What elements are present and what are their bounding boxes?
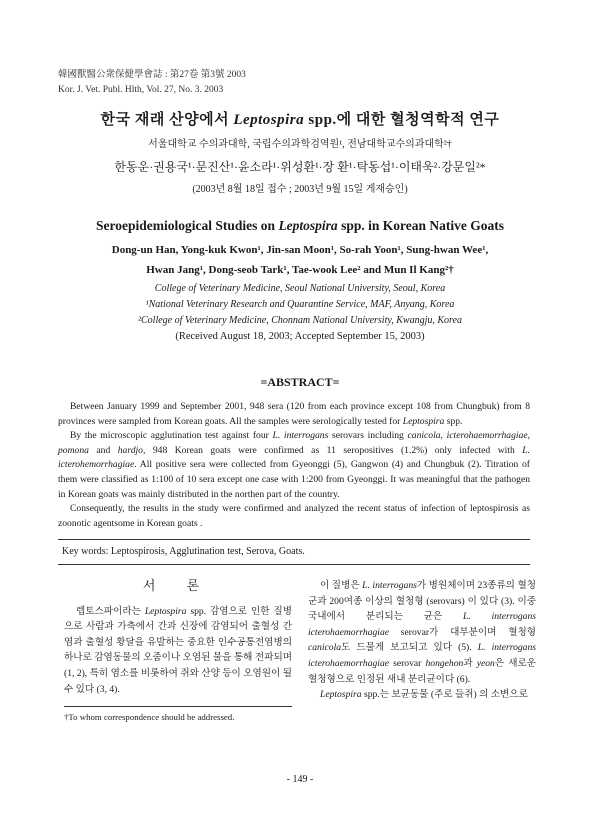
body-serovar: canicola [308, 642, 342, 654]
abstract-paragraph-2 [58, 429, 530, 502]
english-title [40, 218, 560, 234]
journal-header [58, 68, 246, 98]
intro-paragraph-2 [308, 578, 536, 687]
keywords [62, 546, 305, 557]
body-serovar: yeon [476, 657, 495, 669]
body-text: 가 병원체이며 23종류의 혈청군과 200여종 이상의 혈청형 (serovars) 이 있다 (3). 이중 국내에서 분리되는 균은 [308, 580, 537, 623]
abstract-heading: =ABSTRACT= [260, 375, 340, 389]
body-text: 도 드물게 보고되고 있다 (5). [341, 642, 478, 654]
keywords-top-rule [58, 539, 530, 540]
keywords-label: Key words: [62, 546, 109, 557]
body-text: serovar가 대부분이며 혈청형 [389, 626, 536, 638]
abstract-paragraph-1 [58, 400, 530, 429]
abstract-serovars: canicola, icterohaemorrhagiae, pomona [58, 430, 531, 456]
english-affiliations [40, 281, 560, 329]
body-text: 렙토스파이라는 [76, 605, 145, 617]
abstract-genus: Leptospira [402, 415, 445, 427]
english-authors [40, 240, 560, 280]
abstract-serovar: hardjo [117, 444, 143, 456]
body-right-column [308, 578, 536, 703]
intro-paragraph-1 [64, 604, 292, 698]
english-authors-line2: Hwan Jang¹, Dong-seob Tark¹, Tae-wook Lee² and Mun Il Kang²† [146, 264, 454, 276]
footnote-rule [64, 706, 292, 707]
page-number: - 149 - [286, 774, 314, 785]
korean-title-genus: Leptospira [233, 112, 305, 128]
affiliation-seoul: College of Veterinary Medicine, Seoul National University, Seoul, Korea [154, 283, 446, 294]
body-species: L. interrogans icterohaemorrhagiae [308, 611, 536, 638]
abstract-text: and [88, 444, 118, 456]
body-text: serovar [389, 657, 426, 669]
journal-header-english: Kor. J. Vet. Publ. Hlth, Vol. 27, No. 3. 2003 [58, 85, 224, 95]
korean-affiliations: 서울대학교 수의과대학, 국립수의과학검역원¹, 전남대학교수의과대학²† [148, 139, 452, 150]
english-title-part: spp. in Korean Native Goats [337, 218, 504, 233]
section-title-introduction: 서 론 [142, 578, 214, 593]
body-text: spp. 감염으로 인한 질병으로 사람과 가축에서 간과 신장에 감염되어 출혈성 간염과 출혈성 황달을 유발하는 중요한 인수공통전염병의 하나로 감염동물의 오줌이나 오염된 물을 통해 전파되며 (1, 2), 특히 염소를 비롯하여 쥐와 산양 등이 오염원이 될 수 있다 (3, 4). [64, 605, 292, 695]
intro-paragraph-3 [308, 687, 536, 703]
body-text: 과 [463, 657, 477, 669]
keywords-text: Leptospirosis, Agglutination test, Serova, Goats. [108, 546, 305, 557]
body-genus: Leptospira [144, 605, 187, 617]
english-title-genus: Leptospira [278, 218, 338, 233]
abstract-species: L. interrogans [272, 430, 329, 442]
body-serovar: hongehon [425, 657, 464, 669]
body-text: 은 새로운 혈청형으로 인정된 새내 분리균이다 (6). [308, 657, 537, 685]
english-dates: (Received August 18, 2003; Accepted September 15, 2003) [175, 331, 425, 342]
english-authors-line1: Dong-un Han, Yong-kuk Kwon¹, Jin-san Moon¹, So-rah Yoon¹, Sung-hwan Wee¹, [111, 244, 489, 256]
abstract-species: L. icterohemorrhagiae [58, 444, 530, 471]
abstract-text: serovars including [328, 430, 408, 442]
body-left-column [64, 578, 292, 697]
korean-title-part: 한국 재래 산양에서 [100, 112, 234, 128]
abstract-text: Between January 1999 and September 2001, 948 sera (120 from each province except 108 from Chungbuk) from 8 provinces were sampled from Korean goats. All the samples were serologically tested for [58, 401, 530, 427]
body-species: L. interrogans [362, 580, 417, 591]
korean-title-part: spp.에 대한 혈청역학적 연구 [304, 112, 500, 128]
abstract-text: . All positive sera were collected from Gyeonggi (5), Gangwon (4) and Chungbuk (2). Titration of them were classified as 1:100 of 10 sera except one case with 1:200 from Gyeonggi. It was meaningful that the pathogen in Korean goats was mainly distributed in the northen part of the country. [58, 459, 530, 500]
affiliation-chonnam: ²College of Veterinary Medicine, Chonnam National University, Kwangju, Korea [138, 315, 462, 326]
abstract-body [58, 400, 530, 531]
korean-dates: (2003년 8월 18일 접수 ; 2003년 9월 15일 게재승인) [192, 184, 408, 195]
keywords-bottom-rule [58, 564, 530, 565]
abstract-paragraph-3: Consequently, the results in the study were confirmed and analyzed the recent status of infection of leptospirosis as zoonotic agentsome in Korean goats . [58, 503, 530, 529]
affiliation-nvrqs: ¹National Veterinary Research and Quarantine Service, MAF, Anyang, Korea [145, 299, 455, 310]
abstract-text: , 948 Korean goats were confirmed as 11 seropositives (1.2%) only infected with [142, 444, 523, 456]
body-genus: Leptospira [320, 689, 362, 701]
korean-title [40, 108, 560, 129]
korean-authors: 한동운·권용국¹·문진산¹·윤소라¹·위성환¹·장 환¹·탁동섭¹·이태욱²·강문일²* [114, 160, 486, 174]
body-species: L. interrogans icterohaemorrhagiae [308, 642, 536, 669]
correspondence-footnote: †To whom correspondence should be addressed. [64, 712, 235, 722]
abstract-text: spp. [444, 415, 463, 427]
abstract-text: By the microscopic agglutination test against four [70, 430, 273, 442]
journal-header-korean: 韓國獸醫公衆保健學會誌 : 第27卷 第3號 2003 [58, 70, 246, 80]
english-title-part: Seroepidemiological Studies on [96, 218, 279, 233]
body-text: 이 질병은 [320, 580, 363, 591]
body-text: spp.는 보균동물 (주로 들쥐) 의 소변으로 [361, 689, 528, 701]
